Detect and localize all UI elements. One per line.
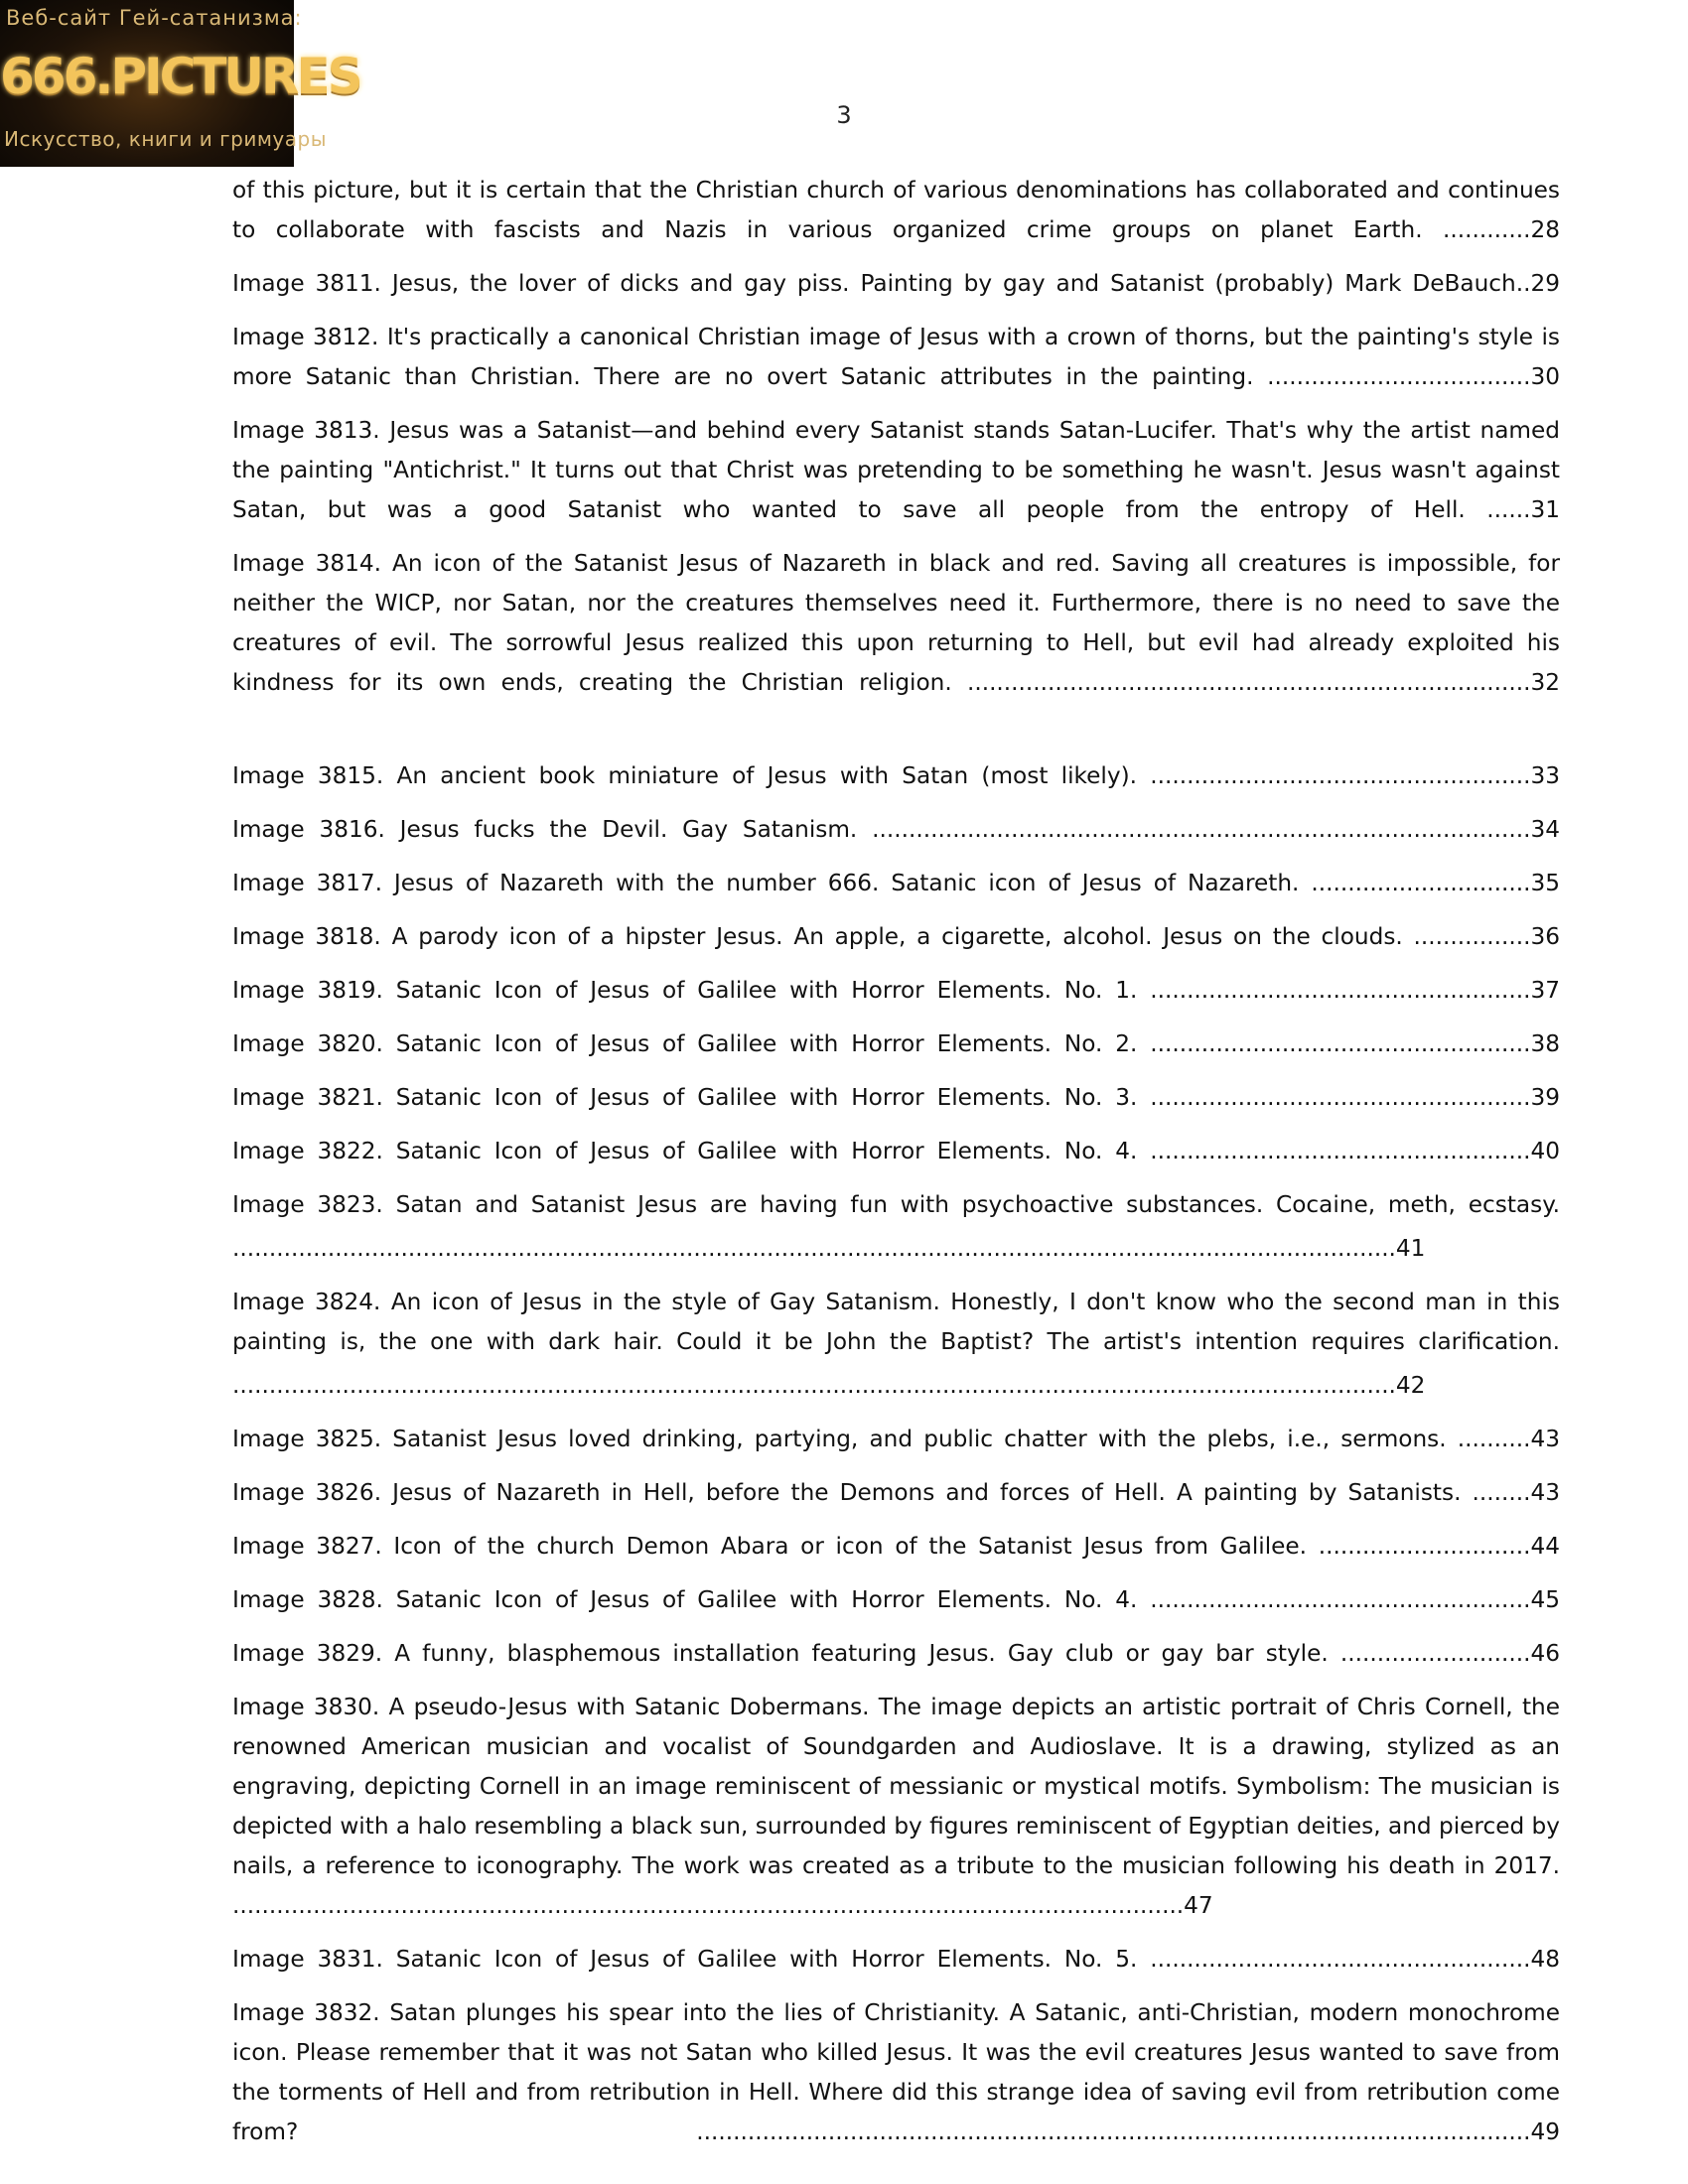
toc-entry[interactable]: Image 3831. Satanic Icon of Jesus of Galilee with Horror Elements. No. 5. ....................................................48 — [232, 1946, 1560, 1973]
page-number: 3 — [836, 101, 852, 129]
toc-entry[interactable]: Image 3817. Jesus of Nazareth with the number 666. Satanic icon of Jesus of Nazareth. ..............................35 — [232, 870, 1560, 896]
toc-entry[interactable]: Image 3830. A pseudo-Jesus with Satanic Dobermans. The image depicts an artistic portrait of Chris Cornell, the renowned American musician and vocalist of Soundgarden and Audioslave. It is a drawing, stylized as an engraving, depicting Cornell in an image reminiscent of messianic or mystical motifs. Symbolism: The musician is depicted with a halo resembling a black sun, surrounded by figures reminiscent of Egyptian deities, and pierced by nails, a reference to iconography. The work was created as a tribute to the musician following his death in 2017. ..................................................................................................................................47 — [232, 1694, 1560, 1919]
toc-entry[interactable]: Image 3829. A funny, blasphemous installation featuring Jesus. Gay club or gay bar style. ..........................46 — [232, 1640, 1560, 1667]
toc-entry[interactable]: Image 3811. Jesus, the lover of dicks and gay piss. Painting by gay and Satanist (probably) Mark DeBauch..29 — [232, 270, 1560, 297]
toc-entry[interactable]: Image 3812. It's practically a canonical Christian image of Jesus with a crown of thorns, but the painting's style is more Satanic than Christian. There are no overt Satanic attributes in the painting. ....................................30 — [232, 324, 1560, 390]
logo-top-text: Веб-сайт Гей-сатанизма: — [6, 6, 303, 30]
toc-entry-leader[interactable]: ...............................................................................................................................................................41 — [232, 1235, 1426, 1262]
logo-main-text: 666.PICTURES — [0, 48, 360, 105]
toc-entry[interactable]: Image 3818. A parody icon of a hipster Jesus. An apple, a cigarette, alcohol. Jesus on the clouds. ................36 — [232, 923, 1560, 950]
toc-entry[interactable]: Image 3828. Satanic Icon of Jesus of Galilee with Horror Elements. No. 4. ....................................................45 — [232, 1586, 1560, 1613]
toc-entry[interactable]: Image 3819. Satanic Icon of Jesus of Galilee with Horror Elements. No. 1. ....................................................37 — [232, 977, 1560, 1004]
toc-entry[interactable]: Image 3826. Jesus of Nazareth in Hell, before the Demons and forces of Hell. A painting by Satanists. ........43 — [232, 1479, 1560, 1506]
toc-entry[interactable]: Image 3813. Jesus was a Satanist—and behind every Satanist stands Satan-Lucifer. That's why the artist named the painting "Antichrist." It turns out that Christ was pretending to be something he wasn't. Jesus wasn't against Satan, but was a good Satanist who wanted to save all people from the entropy of Hell. ......31 — [232, 417, 1560, 523]
toc-entry[interactable]: Image 3816. Jesus fucks the Devil. Gay Satanism. ..........................................................................................34 — [232, 816, 1560, 843]
table-of-contents — [232, 171, 1560, 2145]
toc-entry[interactable]: Image 3824. An icon of Jesus in the style of Gay Satanism. Honestly, I don't know who the second man in this painting is, the one with dark hair. Could it be John the Baptist? The artist's intention requires clarification. — [232, 1289, 1560, 1355]
toc-entry[interactable]: Image 3814. An icon of the Satanist Jesus of Nazareth in black and red. Saving all creatures is impossible, for neither the WICP, nor Satan, nor the creatures themselves need it. Furthermore, there is no need to save the creatures of evil. The sorrowful Jesus realized this upon returning to Hell, but evil had already exploited his kindness for its own ends, creating the Christian religion. .............................................................................32 — [232, 550, 1560, 696]
toc-entry-leader[interactable]: ...............................................................................................................................................................42 — [232, 1372, 1426, 1399]
toc-entry[interactable]: Image 3821. Satanic Icon of Jesus of Galilee with Horror Elements. No. 3. ....................................................39 — [232, 1084, 1560, 1111]
toc-entry[interactable]: Image 3820. Satanic Icon of Jesus of Galilee with Horror Elements. No. 2. ....................................................38 — [232, 1030, 1560, 1057]
logo-bottom-text: Искусство, книги и гримуары — [4, 127, 327, 151]
toc-entry[interactable]: Image 3825. Satanist Jesus loved drinking, partying, and public chatter with the plebs, i.e., sermons. ..........43 — [232, 1426, 1560, 1452]
toc-entry[interactable]: Image 3832. Satan plunges his spear into the lies of Christianity. A Satanic, anti-Christian, modern monochrome icon. Please remember that it was not Satan who killed Jesus. It was the evil creatures Jesus wanted to save from the torments of Hell and from retribution in Hell. Where did this strange idea of saving evil from retribution come from? ..................................................................................................................49 — [232, 1999, 1560, 2145]
toc-entry[interactable]: Image 3827. Icon of the church Demon Abara or icon of the Satanist Jesus from Galilee. .............................44 — [232, 1533, 1560, 1560]
toc-entry[interactable]: of this picture, but it is certain that the Christian church of various denominations has collaborated and continues to collaborate with fascists and Nazis in various organized crime groups on planet Earth. ............28 — [232, 177, 1560, 243]
site-logo — [0, 0, 360, 167]
toc-entry[interactable]: Image 3823. Satan and Satanist Jesus are having fun with psychoactive substances. Cocaine, meth, ecstasy. — [232, 1191, 1560, 1218]
toc-entry[interactable]: Image 3815. An ancient book miniature of Jesus with Satan (most likely). ....................................................33 — [232, 762, 1560, 789]
toc-entry[interactable]: Image 3822. Satanic Icon of Jesus of Galilee with Horror Elements. No. 4. ....................................................40 — [232, 1138, 1560, 1164]
